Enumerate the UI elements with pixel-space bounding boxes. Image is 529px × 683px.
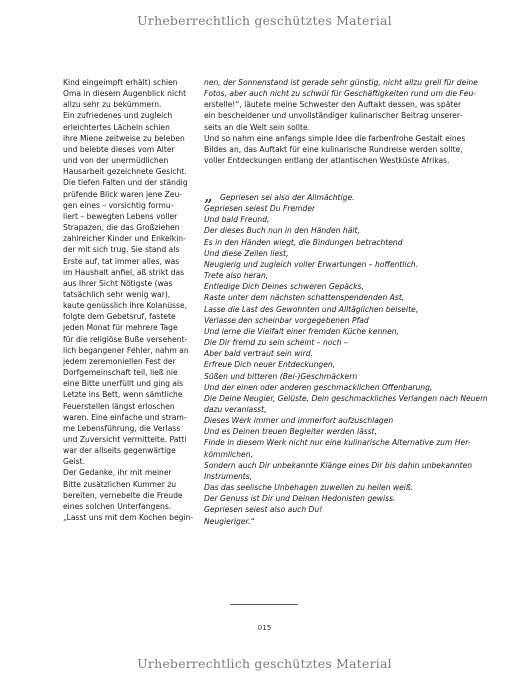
left-column-line: bereiten, vernebelte die Freude	[63, 490, 183, 500]
left-column-line: lich begangener Fehler, nahm an	[63, 345, 189, 355]
poem-line: Der Genuss ist Dir und Deinen Hedonisten gewiss.	[204, 494, 396, 504]
poem-line: Die Dir fremd zu sein scheint – noch –	[204, 338, 348, 348]
right-column-line: nen, der Sonnenstand ist gerade sehr günstig, nicht allzu grell für deine	[204, 78, 478, 87]
poem-line: Erfreue Dich neuer Entdeckungen,	[204, 360, 336, 370]
right-column-line: Bildes an, das Auftakt für eine kulinarische Rundreise werden sollte,	[204, 144, 463, 154]
left-column-line: allzu sehr zu bekümmern.	[63, 100, 162, 110]
poem-line: Verlasse den scheinbar vorgegebenen Pfad	[204, 315, 369, 325]
poem-line: Der dieses Buch nun in den Händen hält,	[204, 226, 360, 236]
left-column-line: eines solchen Unterfangens.	[63, 501, 172, 511]
poem-line: Und lerne die Vielfalt einer fremden Küche kennen,	[204, 326, 399, 336]
right-column-line: seits an die Welt sein sollte.	[204, 122, 311, 132]
poem-line: Und diese Zeilen liest,	[204, 248, 289, 258]
poem-line: Die Deine Neugier, Gelüste, Dein geschmackliches Verlangen nach Neuem	[204, 393, 488, 403]
left-column-line: Die tiefen Falten und der ständig	[63, 178, 188, 188]
opening-quote-mark: „	[204, 186, 213, 206]
poem-line: Trete also heran,	[204, 271, 269, 281]
left-column-line: prüfende Blick waren jene Zeu-	[63, 189, 183, 199]
right-column-line: Und so nahm eine anfangs simple Idee die farbenfrohe Gestalt eines	[204, 133, 466, 143]
left-column-line: zahlreicher Kinder und Enkelkin-	[63, 234, 186, 244]
left-column-line: Letzte ins Bett, wenn sämtliche	[63, 390, 183, 400]
left-column-line: erleichtertes Lächeln schien	[63, 122, 170, 132]
poem-line: Dieses Werk immer und immerfort aufzuschlagen	[204, 416, 394, 426]
poem-line: Instruments,	[204, 471, 253, 481]
left-column-line: gen eines – vorsichtig formu-	[63, 200, 174, 210]
left-column-line: eine Bitte unerfüllt und ging als	[63, 379, 184, 389]
poem-line: Lasse die Last des Gewohnten und Alltäglichen beiseite,	[204, 304, 419, 314]
right-column-line: erstelle!“, läutete meine Schwester den Auftakt dessen, was später	[204, 100, 462, 110]
left-column-line: Feuerstellen längst erloschen	[63, 401, 175, 411]
poem-line: kömmlichen,	[204, 449, 253, 459]
right-column-intro	[204, 77, 478, 166]
poem-line: Gepriesen seiest Du Fremder	[204, 204, 316, 214]
poem-line	[204, 186, 488, 206]
poem	[204, 186, 488, 527]
left-column-line: Geist.	[63, 457, 86, 467]
left-column	[63, 77, 195, 523]
left-column-line: Strapazen, die das Großziehen	[63, 223, 180, 233]
poem-line: Sondern auch Dir unbekannte Klänge eines Dir bis dahin unbekannten	[204, 460, 473, 470]
left-column-line: im Haushalt anfiel, aß strikt das	[63, 267, 185, 277]
left-column-line: liert – bewegten Lebens voller	[63, 211, 178, 221]
left-column-line: waren. Eine einfache und stram-	[63, 412, 187, 422]
left-column-line: „Lasst uns mit dem Kochen begin-	[63, 513, 194, 523]
left-column-line: Erste auf, tat immer alles, was	[63, 256, 180, 266]
left-column-line: me Lebensführung, die Verlass	[63, 423, 181, 433]
watermark-top: Urheberrechtlich geschütztes Material	[137, 13, 392, 28]
poem-line: Entledige Dich Deines schweren Gepäcks,	[204, 282, 364, 292]
left-column-line: tatsächlich sehr wenig war),	[63, 289, 171, 299]
watermark-bottom: Urheberrechtlich geschütztes Material	[137, 656, 392, 671]
left-column-line: der mit sich trug. Sie stand als	[63, 245, 180, 255]
left-column-line: Kind eingeimpft erhält) schien	[63, 78, 178, 87]
left-column-line: und von der unermüdlichen	[63, 156, 169, 166]
left-column-line: jeden Monat für mehrere Tage	[63, 323, 178, 333]
poem-line: dazu veranlasst,	[204, 404, 267, 414]
right-column-line: Fotos, aber auch nicht zu schwül für Geschäftigkeiten rund um die Feu-	[204, 89, 477, 99]
left-column-line: Bitte zusätzlichen Kummer zu	[63, 479, 177, 489]
poem-line: Raste unter dem nächsten schattenspendenden Ast,	[204, 293, 405, 303]
poem-line: Aber bald vertraut sein wird.	[204, 349, 313, 359]
left-column-line: Der Gedanke, ihr mit meiner	[63, 468, 172, 478]
left-column-line: jedem zeremoniellen Fest der	[63, 356, 176, 366]
left-column-line: Dorfgemeinschaft teil, ließ nie	[63, 368, 178, 378]
right-column-line: ein bescheidener und unvollständiger kulinarischer Beitrag unserer-	[204, 111, 463, 121]
left-column-line: für die religiöse Buße versehent-	[63, 334, 188, 344]
left-column-line: folgte dem Gebetsruf, fastete	[63, 312, 176, 322]
poem-line-text: Gepriesen sei also der Allmächtige.	[220, 193, 355, 202]
left-column-line: aus Ihrer Sicht Nötigste (was	[63, 278, 173, 288]
left-column-line: und belebte dieses vom Alter	[63, 144, 175, 154]
poem-line: Gepriesen seiest also auch Du!	[204, 505, 323, 515]
right-column-line: voller Entdeckungen entlang der atlantischen Westküste Afrikas.	[204, 156, 450, 166]
poem-line: Das das seelische Unbehagen zuweilen zu heilen weiß.	[204, 483, 414, 493]
poem-line: Und es Deinen treuen Begleiter werden lässt,	[204, 427, 378, 437]
left-column-line: und Zuversicht vermittelte. Patti	[63, 435, 187, 444]
left-column-line: kaute genüsslich ihre Kolanüsse,	[63, 301, 188, 311]
left-column-line: war der allseits gegenwärtige	[63, 446, 176, 456]
poem-line: Und bald Freund,	[204, 215, 270, 225]
poem-line: Neugierig und zugleich voller Erwartungen – hoffentlich.	[204, 259, 419, 269]
left-column-line: Oma in diesem Augenblick nicht	[63, 89, 187, 99]
poem-line: Finde in diesem Werk nicht nur eine kulinarische Alternative zum Her-	[204, 438, 471, 448]
poem-line: Neugieriger.“	[204, 516, 255, 526]
page-number: 015	[257, 623, 272, 632]
left-column-line: Hausarbeit gezeichnete Gesicht.	[63, 167, 187, 177]
poem-line: Süßen und bitteren (Bei-)Geschmäckern	[204, 371, 358, 381]
left-column-line: Ein zufriedenes und zugleich	[63, 111, 173, 121]
poem-line: Und der einen oder anderen geschmacklichen Offenbarung,	[204, 382, 433, 392]
footer-rule	[230, 604, 298, 605]
left-column-line: ihre Miene zeitweise zu beleben	[63, 133, 185, 143]
poem-line: Es in den Händen wiegt, die Bindungen betrachtend	[204, 237, 403, 247]
